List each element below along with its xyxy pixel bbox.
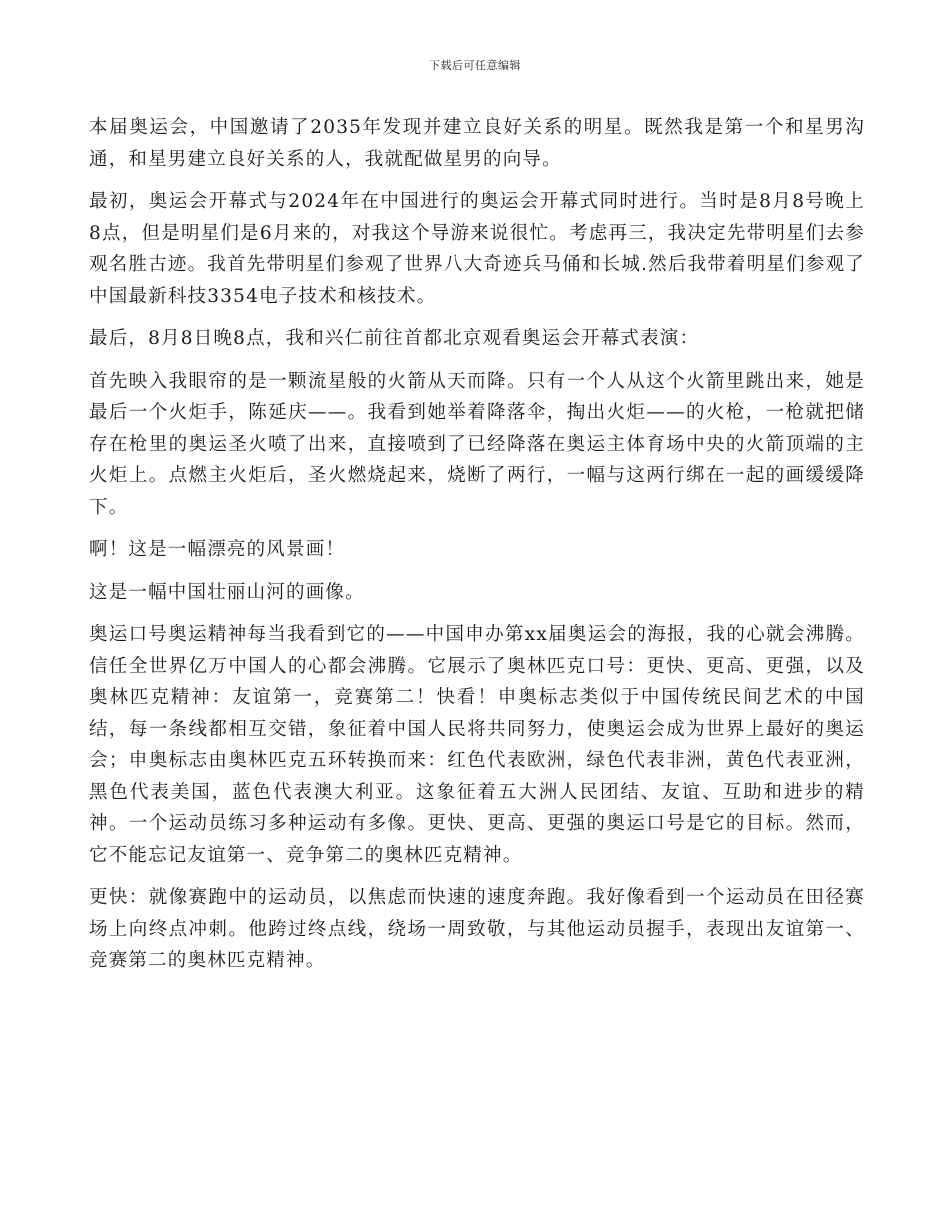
document-body bbox=[89, 112, 865, 988]
paragraph-olympic-spirit: 奥运口号奥运精神每当我看到它的——中国申办第xx届奥运会的海报，我的心就会沸腾。信任全世界亿万中国人的心都会沸腾。它展示了奥林匹克口号：更快、更高、更强，以及奥林匹克精神：友谊第一，竞赛第二！快看！申奥标志类似于中国传统民间艺术的中国结，每一条线都相互交错，象征着中国人民将共同努力，使奥运会成为世界上最好的奥运会；申奥标志由奥林匹克五环转换而来：红色代表欧洲，绿色代表非洲，黄色代表亚洲，黑色代表美国，蓝色代表澳大利亚。这象征着五大洲人民团结、友谊、互助和进步的精神。一个运动员练习多种运动有多像。更快、更高、更强的奥运口号是它的目标。然而，它不能忘记友谊第一、竞争第二的奥林匹克精神。 bbox=[89, 624, 865, 866]
paragraph-watch-ceremony: 最后，8月8日晚8点，我和兴仁前往首都北京观看奥运会开幕式表演： bbox=[89, 328, 700, 349]
paragraph-opening-schedule: 最初，奥运会开幕式与2024年在中国进行的奥运会开幕式同时进行。当时是8月8号晚上8点，但是明星们是6月来的，对我这个导游来说很忙。考虑再三，我决定先带明星们去参观名胜古迹。我首先带明星们参观了世界八大奇迹兵马俑和长城.然后我带着明星们参观了中国最新科技3354电子技术和核技术。 bbox=[89, 191, 865, 307]
paragraph-intro: 本届奥运会，中国邀请了2035年发现并建立良好关系的明星。既然我是第一个和星男沟通，和星男建立良好关系的人，我就配做星男的向导。 bbox=[89, 117, 865, 170]
paragraph-landscape: 这是一幅中国壮丽山河的画像。 bbox=[89, 581, 365, 603]
paragraph-faster: 更快：就像赛跑中的运动员，以焦虑而快速的速度奔跑。我好像看到一个运动员在田径赛场上向终点冲刺。他跨过终点线，绕场一周致敬，与其他运动员握手，表现出友谊第一、竞赛第二的奥林匹克精神。 bbox=[89, 887, 865, 971]
paragraph-torch-lighting: 首先映入我眼帘的是一颗流星般的火箭从天而降。只有一个人从这个火箭里跳出来，她是最后一个火炬手，陈延庆——。我看到她举着降落伞，掏出火炬——的火枪，一枪就把储存在枪里的奥运圣火喷了出来，直接喷到了已经降落在奥运主体育场中央的火箭顶端的主火炬上。点燃主火炬后，圣火燃烧起来，烧断了两行，一幅与这两行绑在一起的画缓缓降下。 bbox=[89, 370, 865, 518]
paragraph-exclamation: 啊！这是一幅漂亮的风景画！ bbox=[89, 539, 346, 560]
page-header: 下载后可任意编辑 bbox=[429, 59, 521, 72]
